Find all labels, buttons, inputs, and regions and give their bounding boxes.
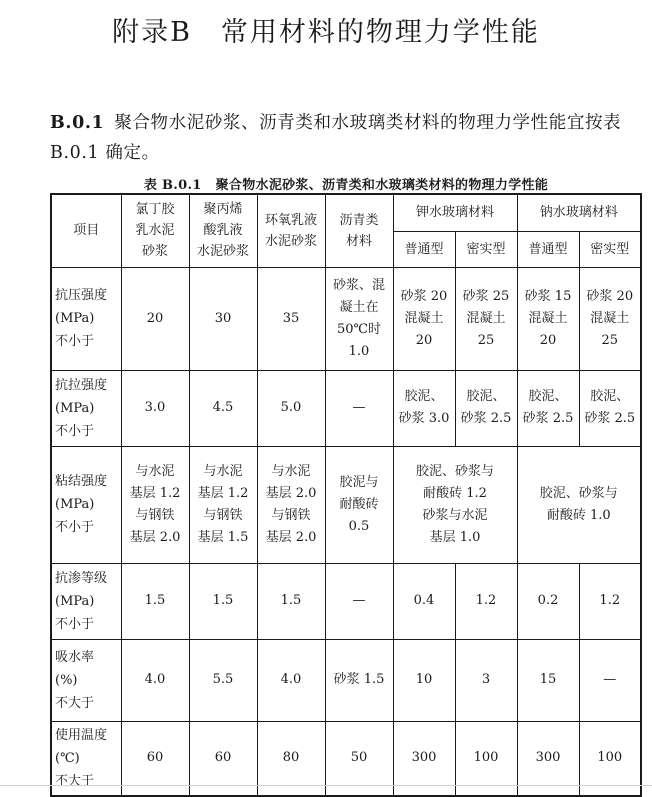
header-asphalt: 沥青类 材料: [325, 194, 393, 267]
table-cell: 1.5: [121, 563, 189, 639]
table-cell: 60: [121, 721, 189, 796]
table-cell: 砂浆、混 凝土在 50℃时 1.0: [325, 267, 393, 370]
table-cell: 1.5: [257, 563, 325, 639]
table-cell: 300: [393, 721, 455, 796]
table-cell: 胶泥、 砂浆 2.5: [455, 370, 517, 446]
table-cell: 3: [455, 639, 517, 721]
table-cell-sodium-bond: 胶泥、砂浆与 耐酸砖 1.0: [517, 446, 641, 563]
table-cell: 100: [579, 721, 641, 796]
page-bottom-rule: [0, 785, 652, 786]
material-properties-table: [50, 193, 642, 797]
table-cell: 砂浆 25 混凝土 25: [455, 267, 517, 370]
row-label: 抗压强度 (MPa) 不小于: [51, 267, 121, 370]
table-cell: —: [325, 370, 393, 446]
header-potassium-ordinary: 普通型: [393, 231, 455, 267]
table-cell: 60: [189, 721, 257, 796]
table-row: [51, 563, 641, 639]
table-caption-number: 表 B.0.1: [143, 178, 202, 193]
table-cell: 3.0: [121, 370, 189, 446]
table-caption-title: 聚合物水泥砂浆、沥青类和水玻璃类材料的物理力学性能: [215, 178, 549, 193]
table-cell: 1.2: [455, 563, 517, 639]
header-sodium-dense: 密实型: [579, 231, 641, 267]
table-cell: 与水泥 基层 1.2 与钢铁 基层 2.0: [121, 446, 189, 563]
header-polyacrylate-mortar: 聚丙烯 酸乳液 水泥砂浆: [189, 194, 257, 267]
header-sodium-water-glass: 钠水玻璃材料: [517, 194, 641, 231]
header-potassium-dense: 密实型: [455, 231, 517, 267]
table-cell: 30: [189, 267, 257, 370]
appendix-title: 附录B 常用材料的物理力学性能: [112, 17, 540, 48]
clause-paragraph: [50, 108, 642, 168]
table-row: [51, 267, 641, 370]
table-cell: 砂浆 20 混凝土 20: [393, 267, 455, 370]
table-row: [51, 639, 641, 721]
table-cell: 80: [257, 721, 325, 796]
clause-text: 聚合物水泥砂浆、沥青类和水玻璃类材料的物理力学性能宜按表 B.0.1 确定。: [50, 113, 622, 163]
row-label: 抗拉强度 (MPa) 不小于: [51, 370, 121, 446]
table-cell: 砂浆 1.5: [325, 639, 393, 721]
table-cell: 4.0: [121, 639, 189, 721]
header-sodium-ordinary: 普通型: [517, 231, 579, 267]
header-chloroprene-mortar: 氯丁胶 乳水泥 砂浆: [121, 194, 189, 267]
table-cell: 砂浆 15 混凝土 20: [517, 267, 579, 370]
table-cell: 胶泥与 耐酸砖 0.5: [325, 446, 393, 563]
table-cell: 10: [393, 639, 455, 721]
table-cell: 4.5: [189, 370, 257, 446]
table-cell: 5.0: [257, 370, 325, 446]
row-label: 抗渗等级 (MPa) 不小于: [51, 563, 121, 639]
row-label: 粘结强度 (MPa) 不小于: [51, 446, 121, 563]
table-cell: 35: [257, 267, 325, 370]
table-caption: [50, 174, 642, 193]
table-cell: —: [325, 563, 393, 639]
table-cell: 胶泥、 砂浆 2.5: [579, 370, 641, 446]
table-cell: 1.2: [579, 563, 641, 639]
row-label: 使用温度 (℃) 不大于: [51, 721, 121, 796]
row-label: 吸水率 (%) 不大于: [51, 639, 121, 721]
table-cell: 5.5: [189, 639, 257, 721]
table-cell: 300: [517, 721, 579, 796]
table-cell: 胶泥、 砂浆 2.5: [517, 370, 579, 446]
table-cell: 与水泥 基层 1.2 与钢铁 基层 1.5: [189, 446, 257, 563]
table-cell: 50: [325, 721, 393, 796]
table-row: [51, 446, 641, 563]
table-cell-potassium-bond: 胶泥、砂浆与 耐酸砖 1.2 砂浆与水泥 基层 1.0: [393, 446, 517, 563]
table-cell: 15: [517, 639, 579, 721]
table-cell: 4.0: [257, 639, 325, 721]
table-cell: 0.4: [393, 563, 455, 639]
table-cell: 1.5: [189, 563, 257, 639]
table-cell: 胶泥、 砂浆 3.0: [393, 370, 455, 446]
header-epoxy-mortar: 环氧乳液 水泥砂浆: [257, 194, 325, 267]
table-row: [51, 370, 641, 446]
table-cell: 与水泥 基层 2.0 与钢铁 基层 2.0: [257, 446, 325, 563]
clause-number: B.0.1: [50, 113, 105, 133]
table-cell: 砂浆 20 混凝土 25: [579, 267, 641, 370]
table-cell: —: [579, 639, 641, 721]
header-item: 项目: [51, 194, 121, 267]
header-potassium-water-glass: 钾水玻璃材料: [393, 194, 517, 231]
table-cell: 20: [121, 267, 189, 370]
table-cell: 100: [455, 721, 517, 796]
table-cell: 0.2: [517, 563, 579, 639]
